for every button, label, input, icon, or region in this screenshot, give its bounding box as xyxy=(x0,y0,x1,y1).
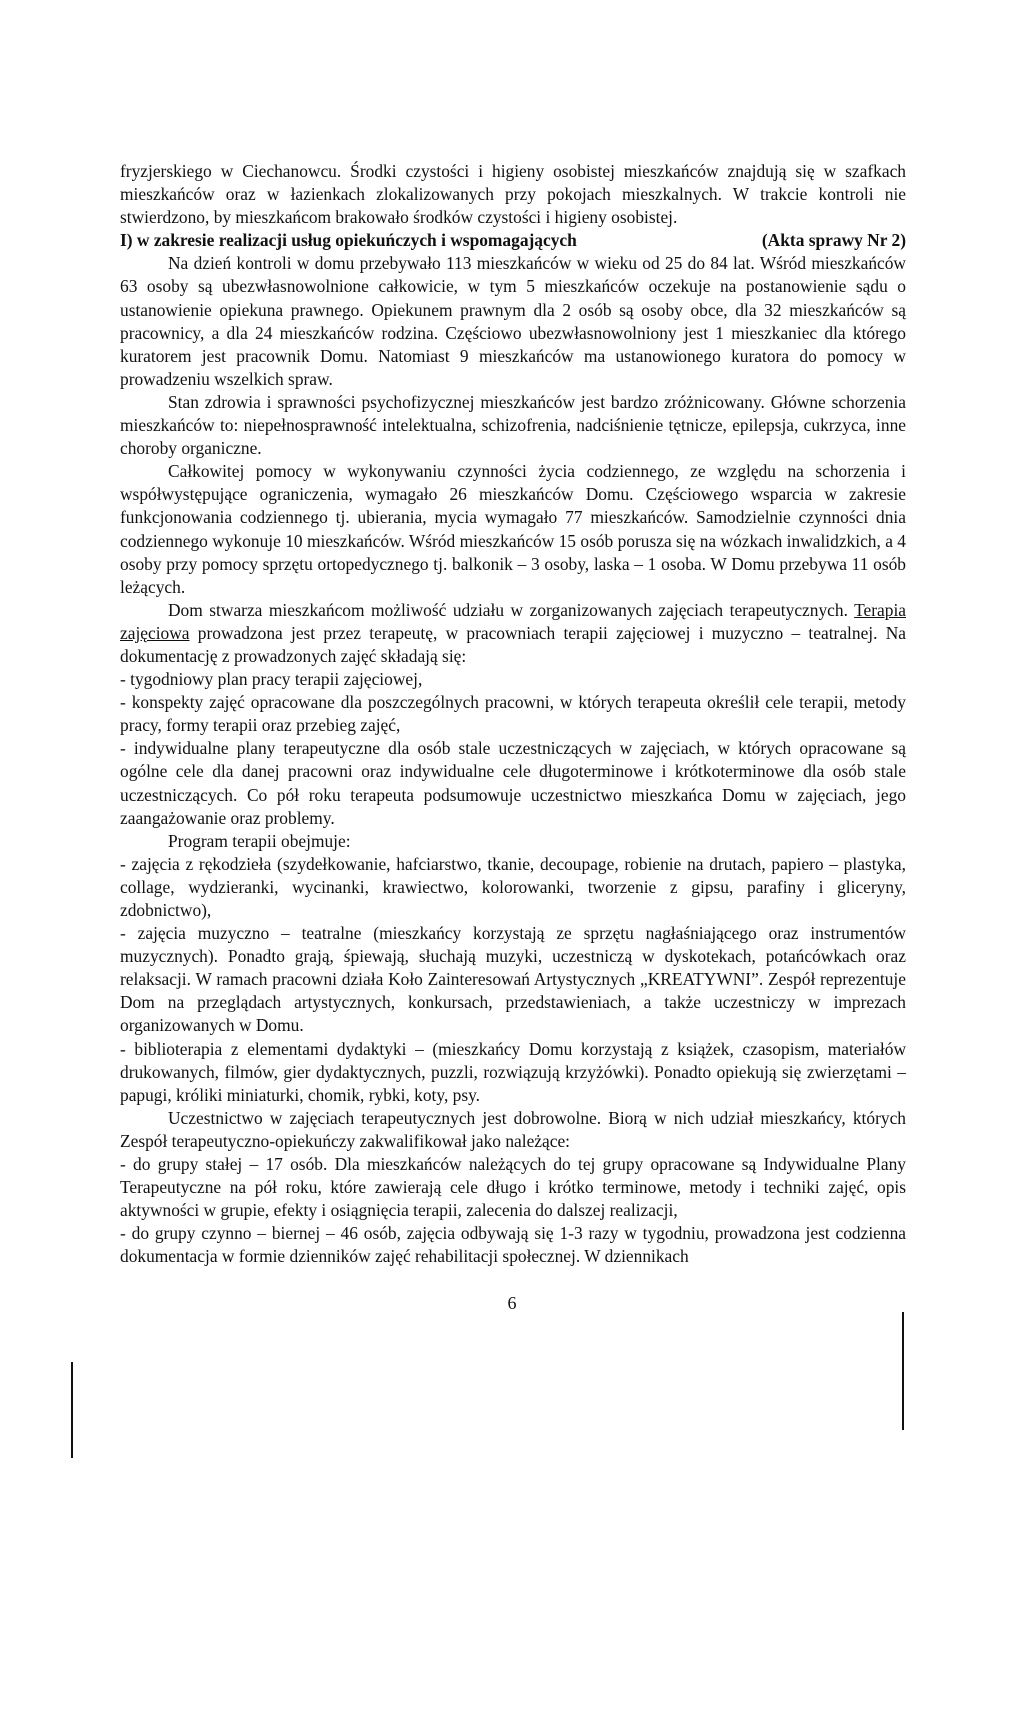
paragraph-program: Program terapii obejmuje: xyxy=(168,830,351,851)
document-page xyxy=(120,160,906,1269)
therapy-text-before: Dom stwarza mieszkańcom możliwość udziału w zorganizowanych zajęciach terapeutycznych. xyxy=(168,599,855,620)
scan-mark-left xyxy=(71,1362,73,1458)
page-number: 6 xyxy=(507,1293,517,1313)
list-item: - zajęcia muzyczno – teatralne (mieszkańcy korzystają ze sprzętu nagłaśniającego oraz instrumentów muzycznych). Ponadto grają, śpiewają, słuchają muzyki, uczestniczą w dyskotekach, potańcówkach oraz relaksacji. W ramach pracowni działa Koło Zainteresowań Artystycznych „KREATYWNI”. Zespół reprezentuje Dom na przeglądach artystycznych, konkursach, przedstawieniach, a także uczestniczy w imprezach organizowanych w Domu. xyxy=(120,923,906,1036)
list-item: - do grupy stałej – 17 osób. Dla mieszkańców należących do tej grupy opracowane są Indywidualne Plany Terapeutyczne na pół roku, które zawierają cele długo i krótko terminowe, metody i techniki zajęć, opis aktywności w grupie, efekty i osiągnięcia terapii, zalecenia do dalszej realizacji, xyxy=(120,1154,906,1221)
paragraph-participation: Uczestnictwo w zajęciach terapeutycznych jest dobrowolne. Biorą w nich udział mieszkańcy, których Zespół terapeutyczno-opiekuńczy zakwalifikował jako należące: xyxy=(120,1107,906,1151)
section-heading-reference: (Akta sprawy Nr 2) xyxy=(761,230,906,251)
list-item: - tygodniowy plan pracy terapii zajęciowej, xyxy=(120,669,423,690)
list-item: - zajęcia z rękodzieła (szydełkowanie, hafciarstwo, tkanie, decoupage, robienie na drutach, papiero – plastyka, collage, wydzieranki, wycinanki, krawiectwo, kolorowanki, tworzenie z gipsu, parafiny i gliceryny, zdobnictwo), xyxy=(120,853,906,920)
paragraph-residents: Na dzień kontroli w domu przebywało 113 mieszkańców w wieku od 25 do 84 lat. Wśród mieszkańców 63 osoby są ubezwłasnowolnione całkowicie, w tym 5 mieszkańców oczekuje na postanowienie sądu o ustanowienie opiekuna prawnego. Opiekunem prawnym dla 2 osób są osoby obce, dla 32 mieszkańców są pracownicy, a dla 24 mieszkańców rodzina. Częściowo ubezwłasnowolniony jest 1 mieszkaniec dla którego kuratorem jest pracownik Domu. Natomiast 9 mieszkańców ma ustanowionego kuratora do pomocy w prowadzeniu wszelkich spraw. xyxy=(120,253,906,389)
paragraph-health: Stan zdrowia i sprawności psychofizycznej mieszkańców jest bardzo zróżnicowany. Główne schorzenia mieszkańców to: niepełnosprawność intelektualna, schizofrenia, nadciśnienie tętnicze, epilepsja, cukrzyca, inne choroby organiczne. xyxy=(120,391,906,459)
section-heading xyxy=(120,229,906,252)
paragraph-hygiene: fryzjerskiego w Ciechanowcu. Środki czystości i higieny osobistej mieszkańców znajdują się w szafkach mieszkańców oraz w łazienkach zlokalizowanych przy pokojach mieszkalnych. W trakcie kontroli nie stwierdzono, by mieszkańcom brakowało środków czystości i higieny osobistej. xyxy=(120,161,906,228)
list-item: - biblioterapia z elementami dydaktyki – (mieszkańcy Domu korzystają z książek, czasopism, materiałów drukowanych, filmów, gier dydaktycznych, puzzli, rozwiązują krzyżówki). Ponadto opiekują się zwierzętami – papugi, króliki miniaturki, chomik, rybki, koty, psy. xyxy=(120,1038,906,1105)
list-item: - do grupy czynno – biernej – 46 osób, zajęcia odbywają się 1-3 razy w tygodniu, prowadzona jest codzienna dokumentacja w formie dzienników zajęć rehabilitacji społecznej. W dziennikach xyxy=(120,1223,906,1267)
list-item: - konspekty zajęć opracowane dla poszczególnych pracowni, w których terapeuta określił cele terapii, metody pracy, formy terapii oraz przebieg zajęć, xyxy=(120,692,906,736)
section-heading-title: I) w zakresie realizacji usług opiekuńczych i wspomagających xyxy=(120,230,577,251)
therapy-text-after: prowadzona jest przez terapeutę, w pracowniach terapii zajęciowej i muzyczno – teatralnej. Na dokumentację z prowadzonych zajęć składają się: xyxy=(120,622,906,666)
paragraph-therapy xyxy=(120,599,906,668)
list-item: - indywidualne plany terapeutyczne dla osób stale uczestniczących w zajęciach, w których opracowane są ogólne cele dla danej pracowni oraz indywidualne cele długoterminowe i krótkoterminowe dla osób stale uczestniczących. Co pół roku terapeuta podsumowuje uczestnictwo mieszkańca Domu w zajęciach, jego zaangażowanie oraz problemy. xyxy=(120,738,906,828)
scan-mark-right xyxy=(902,1312,904,1430)
paragraph-assistance: Całkowitej pomocy w wykonywaniu czynności życia codziennego, ze względu na schorzenia i współwystępujące ograniczenia, wymagało 26 mieszkańców Domu. Częściowego wsparcia w zakresie funkcjonowania codziennego tj. ubierania, mycia wymagało 77 mieszkańców. Samodzielnie czynności dnia codziennego wykonuje 10 mieszkańców. Wśród mieszkańców 15 osób porusza się na wózkach inwalidzkich, a 4 osoby przy pomocy sprzętu ortopedycznego tj. balkonik – 3 osoby, laska – 1 osoba. W Domu przebywa 11 osób leżących. xyxy=(120,461,906,597)
therapy-underlined-term: Terapia zajęciowa xyxy=(120,599,906,643)
